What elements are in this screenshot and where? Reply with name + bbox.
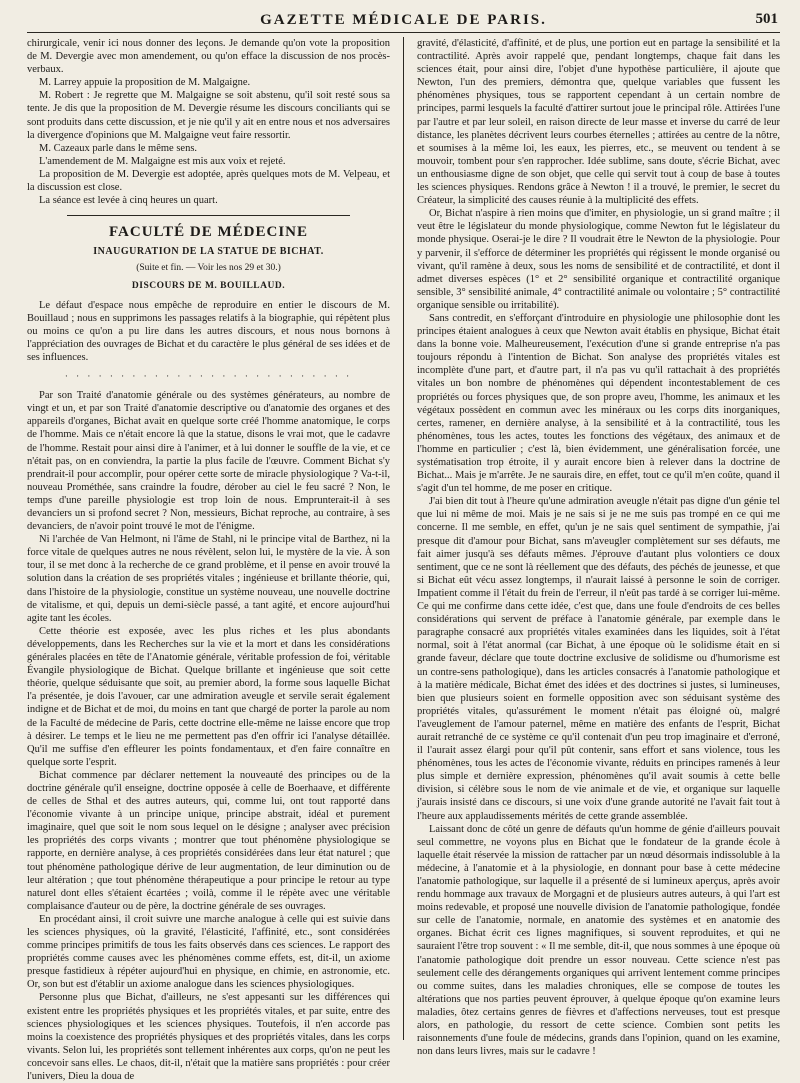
paragraph: M. Cazeaux parle dans le même sens. [39,142,198,154]
intro-paragraph: Le défaut d'espace nous empêche de reproduire en entier le discours de M. Bouillaud ; nous en supprimons les passages relatifs à la biographie, qui répètent plus ou moins ce qu'on a pu lire dans les autres discours, et nous nous bornons à l'appréciation des ouvrages de Bichat et du caractère le plus général de ses idées et de ses influences. [27,299,390,363]
paragraph: Cette théorie est exposée, avec les plus riches et les plus abondants développements, dans les Recherches sur la vie et la mort et dans les considérations générales placées en tête de l'Anatomie générale, véritable profession de foi, véritable Évangile physiologique de Bichat. Quelque brillante et ingénieuse que soit cette théorie, quelque séduisante que soit, au premier abord, la forme sous laquelle Bichat l'a présentée, je dois l'avouer, car une admiration aveugle et servile serait également indigne et de Bichat et de moi, du moins en tant que chargé de porter la parole au nom de la Faculté de médecine de Paris, cette doctrine elle-même ne laisse encore que trop à désirer. Le temps et le lieu ne me permettent pas d'en offrir ici l'analyse détaillée. Qu'il me suffise d'en effleurer les points fondamentaux, et d'en faire connaître en quelque sorte l'esprit. [27,625,390,768]
page-number: 501 [755,11,778,27]
paragraph: La séance est levée à cinq heures un quart. [39,195,218,207]
paragraph: J'ai bien dit tout à l'heure qu'une admiration aveugle n'était pas digne d'un génie tel que lui ni même de moi. Mais je ne sais si je ne me suis pas trompé en ce qui me concerne. Il me semble, en effet, qu'un je ne sais quel sentiment de sympathie, j'ai presque dit d'amour pour Bichat, sans m'aveugler complètement sur ses défauts, me fait aimer jusqu'à ses défauts mêmes. J'éprouve d'autant plus volontiers ce doux sentiment, que ce ne sont là réellement que des défauts, des péchés de jeunesse, et que si Bichat eût vécu assez longtemps, il n'aurait laissé à personne le soin de corriger. Impatient comme il l'était du frein de l'erreur, il n'eût pas tardé à se corriger lui-même. Ce qui me confirme dans cette idée, c'est que, dans une foule d'endroits de ces belles considérations qui servent de préface à l'anatomie générale, par exemple dans le paragraphe consacré aux propriétés vitales examinées dans les liquides, soit à l'état normal, soit à l'état anormal (car Bichat, à une époque où le solidisme était en si grande faveur, déclare que toute doctrine exclusive de solidisme ou d'humorisme est un contre-sens pathologique), dans les articles consacrés à l'anatomie pathologique et à la matière médicale, Bichat émet des idées et des doctrines si justes, si lumineuses, bien que plusieurs soient en formelle opposition avec son séduisant système des propriétés vitales, qu'assurément le moment n'était pas éloigné où, malgré l'aveuglement de l'amour paternel, même en matière des enfants de l'esprit, Bichat aurait retranché de ce système ce qu'il contenait d'un peu trop imaginaire et d'erroné, il l'aurait assez élargi pour qu'il pût contenir, sans effort et sans violence, tous les phénomènes, tous les actes de l'économie vivante, réduits en principes ramenés à leur plus simple et dernière expression, phénomènes qu'il avait soumis à cette belle division, si célèbre sous le nom de vie animale et de vie, et organique sur laquelle j'aurais insisté dans ce discours, si une voix d'une grande autorité ne l'avait fait tout à l'heure aux applaudissements mérités de cette grande assemblée. [417,496,780,822]
paragraph: Personne plus que Bichat, d'ailleurs, ne s'est appesanti sur les différences qui existent entre les propriétés physiques et les propriétés vitales, et par suite, entre des sciences physiologiques et les sciences physiques. Toutefois, il n'en accorde pas moins la coexistence des propriétés physiques et des propriétés vitales, dans les corps vivants. Selon lui, les propriétés sont tellement inhérentes aux corps, qu'on ne peut les concevoir sans elles. Le chaos, dit-il, n'était que la matière sans propriétés : pour créer l'univers, Dieu la doua de [27,992,390,1083]
speech-title: DISCOURS DE M. BOUILLAUD. [131,280,286,291]
paragraph: Ni l'archée de Van Helmont, ni l'âme de Stahl, ni le principe vital de Barthez, ni la force vitale de quelques autres ne nous révèlent, selon lui, le mystère de la vie. À son tour, il se met donc à la recherche de ce grand problème, et il pense en avoir trouvé la solution dans la création de ses propriétés vitales ; ingénieuse et brillante théorie, qui, dans l'histoire de la physiologie, constitue un système nouveau, une nouvelle doctrine de vitalisme, et qui, depuis un demi-siècle passé, a tant agité, et encore aujourd'hui agite tant les écoles. [27,534,390,624]
paragraph: Or, Bichat n'aspire à rien moins que d'imiter, en physiologie, un si grand maître ; il veut être le législateur du monde physiologique, comme Newton fut le législateur du monde physique. Oserai-je le dire ? Il voudrait être le Newton de la physiologie. Pour y parvenir, il s'efforce de déterminer les propriétés qui régissent le monde organisé ou vivant, qu'il ramène à deux, sous les noms de sensibilité et de contractilité, et dont il admet diverses espèces (1° et 2° sensibilité organique et contractilité organique sensible, 3° sensibilité animale, 4° contractilité animale ou volontaire ; 5° contractilité organique sensible ou irritabilité). [417,208,780,311]
paragraph: Bichat commence par déclarer nettement la nouveauté des principes ou de la doctrine générale qu'il enseigne, doctrine opposée à celle de Boerhaave, et différente de celles de Sthal et des autres auteurs, qui, comme lui, ont tout rapporté dans l'économie vivante à un principe unique, principe abstrait, idéal et purement imaginaire, quel que soit le nom sous lequel on le désigne ; analyser avec précision les propriétés des corps vivants ; montrer que tout phénomène physiologique se rapporte, en dernière analyse, à ces propriétés considérées dans leur état naturel ; que tout phénomène pathologique dérive de leur augmentation, de leur diminution ou de leur altération ; que tout phénomène thérapeutique a pour principe le retour au type naturel dont elles s'étaient écartées ; voilà, comme il le répète avec une véritable complaisance d'auteur ou de père, la doctrine générale de ses ouvrages. [27,769,390,912]
paragraph: Laissant donc de côté un genre de défauts qu'un homme de génie d'ailleurs pouvait seul commettre, ne voyons plus en Bichat que le fondateur de la grande école à laquelle était réservée la mission de rattacher par un nœud désormais indissoluble à la médecine, à l'anatomie et à la physiologie, en donnant pour base à cette médecine l'anatomie pathologique, sur laquelle il a présenté de si lumineux aperçus, après avoir rendu hommage aux travaux de Morgagni et de plusieurs autres auteurs, à qui l'art est moins redevable, et proposé une nouvelle division de l'anatomie pathologique, fondée sur celle de l'anatomie, normale, en anatomie des systèmes et en anatomie des organes. Bichat écrit ces lignes magnifiques, si souvent reproduites, et qui ne sauraient l'être trop souvent : « Il me semble, dit-il, que nous sommes à une époque où l'anatomie pathologique doit prendre un essor nouveau. Cette science n'est pas seulement celle des dérangements organiques qui arrivent lentement comme principes ou comme suites, dans les maladies chroniques, elle se compose de toutes les altérations que nos parties peuvent éprouver, à quelque époque qu'on examine leurs maladies, ôtez certains genres de fièvres et d'affections nerveuses, tout est presque alors, en pathologie, du ressort de cette science. Combien sont petits les raisonnements d'une foule de médecins, grands dans l'opinion, quand on les examine, non dans leurs livres, mais sur le cadavre ! [417,823,780,1058]
left-column [27,37,390,1083]
paragraph: L'amendement de M. Malgaigne est mis aux voix et rejeté. [39,155,286,167]
page-header [27,10,780,33]
paragraph: Sans contredit, en s'efforçant d'introduire en physiologie une philosophie dont les principes étaient analogues à ceux que Newton avait établis en physique, Bichat était dans la bonne voie. Malheureusement, l'exécution d'une si grande entreprise n'a pas toujours répondu à l'intention de Bichat. Son analyse des propriétés vitales est incomplète d'une part, et d'autre part, il n'a pas vu qu'il rattachait à des propriétés vitales un bon nombre de phénomènes qui dépendent incontestablement de ces propriétés ou forces physiques que, de son propre aveu, l'homme, les animaux et les végétaux possèdent en commun avec les minéraux ou les corps dits inorganiques, certes, ramener, en dernière analyse, à la sensibilité et à la contractilité, tous les phénomènes, tous les actes, toutes les fonctions des végétaux, des animaux et de l'homme en particulier ; c'est là, bien évidemment, une généralisation forcée, une systématisation trop étroite, il y aurait encore bien à relever dans la doctrine de Bichat... Mais je m'arrête. Je ne saurais dire, en effet, tout ce qu'il m'en coûte, quand il s'agit d'un tel homme, de me poser en critique. [417,312,780,495]
paragraph: En procédant ainsi, il croit suivre une marche analogue à celle qui est suivie dans les sciences physiques, où la gravité, l'élasticité, l'affinité, etc., sont considérées comme principes primitifs de tous les faits observés dans ces sciences. Le rapport des propriétés comme causes avec les phénomènes comme effets, est, dit-il, un axiome presque fastidieux à répéter aujourd'hui en physique, en chimie, en astronomie, etc. Or, son but est d'établir un axiome analogue dans les sciences physiologiques. [27,913,390,991]
continuation-note: (Suite et fin. — Voir les nos 29 et 30.) [136,263,281,274]
column-divider [403,37,404,1040]
paragraph: La proposition de M. Devergie est adoptée, après quelques mots de M. Velpeau, et la discussion est close. [27,168,390,194]
paragraph: chirurgicale, venir ici nous donner des leçons. Je demande qu'on vote la proposition de M. Devergie avec mon amendement, ou qu'on efface la discussion de nos procès-verbaux. [27,38,390,76]
text-columns [27,37,780,1083]
section-title: FACULTÉ DE MÉDECINE [108,224,309,241]
article-subtitle: INAUGURATION DE LA STATUE DE BICHAT. [93,246,324,258]
publication-title: GAZETTE MÉDICALE DE PARIS. [260,12,547,28]
right-column [417,37,780,1058]
ellipsis-divider: · · · · · · · · · · · · · · · · · · · · · · · · · · [64,371,353,382]
paragraph: Par son Traité d'anatomie générale ou des systèmes générateurs, au nombre de vingt et un, et par son Traité d'anatomie descriptive ou d'anatomie des organes et des appareils d'organes, Bichat avait en quelque sorte créé l'homme anatomique, le corps de l'homme. Mais ce n'était encore là que la statue, disons le vrai mot, que le cadavre de l'homme. Restait pour ainsi dire à l'animer, et à lui donner le souffle de la vie, et ce n'était pas, on en conviendra, la partie la plus facile de l'œuvre. Comment Bichat s'y prendrait-il pour accomplir, pour opérer cette sorte de miracle physiologique ? Va-t-il, nouveau Prométhée, sans craindre la foudre, dérober au ciel le feu sacré ? Non, le temps d'une pareille physiologie est trop loin de nous. Emprunterait-il à ses devanciers un si profond secret ? Non, messieurs, Bichat reproche, au contraire, à ses devanciers, de n'avoir point trouvé le mot de l'énigme. [27,390,390,533]
paragraph: M. Larrey appuie la proposition de M. Malgaigne. [39,77,251,89]
section-rule [67,215,350,216]
paragraph: M. Robert : Je regrette que M. Malgaigne se soit abstenu, qu'il soit resté sous sa tente. Je dis que la proposition de M. Devergie résume les discours conciliants qui se sont produits dans cette discussion, et je nie qu'il y ait en entre nous et nos adversaires la divergence d'opinions que M. Malgaigne veut faire ressortir. [27,90,390,141]
paragraph: gravité, d'élasticité, d'affinité, et de plus, une portion eut en partage la sensibilité et la contractilité. Après avoir rappelé que, pendant longtemps, chaque fait dans les sciences était, pour ainsi dire, l'objet d'une hypothèse particulière, il ajoute que Newton, l'un des premiers, démontra que, quelque variables que fussent les phénomènes physiques, tous se rapportent cependant à un certain nombre de principes, parmi lesquels la faculté d'attirer surtout joue le principal rôle. Attirées l'une par l'autre et par leur soleil, en raison directe de leur masse et inverse du carré de leur distance, les planètes décrivent leurs courbes éternelles ; attirées au centre de la nôtre, et soumises à la même loi, les eaux, les pierres, etc., se meuvent ou tendent à se mouvoir, tombent pour s'en rapprocher. Idée sublime, sans doute, s'écrie Bichat, avec un enthousiasme digne de son objet, que celle qui servit tout à coup de base à toutes les sciences physiques. Rendons grâce à Newton ! il a trouvé, le premier, le secret du Créateur, la simplicité des causes réunie à la multiplicité des effets. [417,38,780,207]
